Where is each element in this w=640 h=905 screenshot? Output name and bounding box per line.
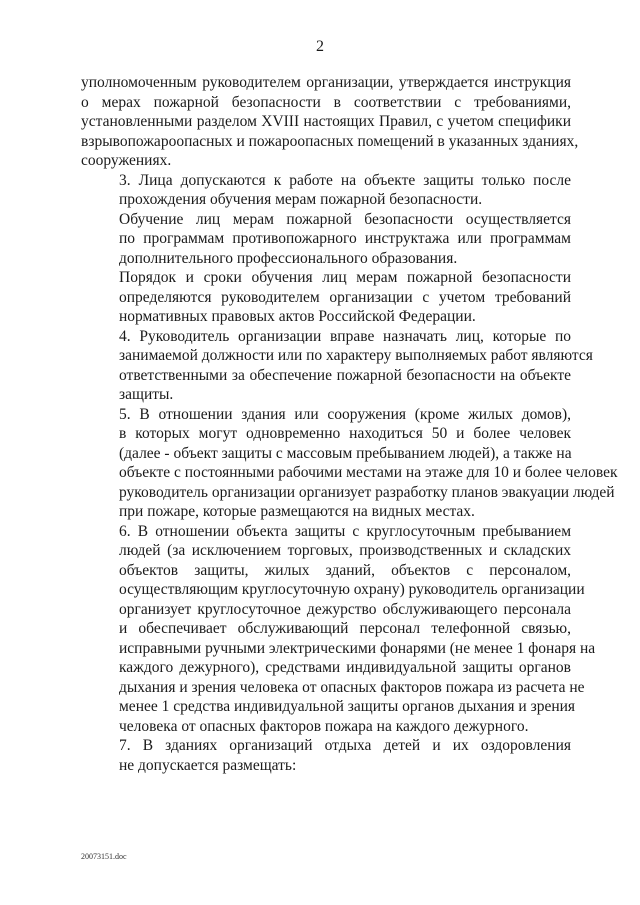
text-line: объекте с постоянными рабочими местами на этаже для 10 и более человек (119, 464, 618, 481)
text-line: организует круглосуточное дежурство обслуживающего персонала (119, 600, 571, 618)
text-line: в которых могут одновременно находиться 50 и более человек (119, 425, 571, 442)
text-line: взрывопожароопасных и пожароопасных помещений в указанных зданиях, (81, 132, 579, 150)
document-body (81, 73, 618, 775)
text-line: нормативных правовых актов Российской Федерации. (119, 308, 476, 325)
page-number: 2 (316, 38, 324, 55)
text-line: исправными ручными электрическими фонарями (не менее 1 фонаря на (119, 639, 596, 657)
text-line: защиты. (119, 386, 174, 403)
text-line: и обеспечивает обслуживающий персонал телефонной связью, (119, 620, 571, 637)
text-line: установленными разделом XVIII настоящих Правил, с учетом специфики (81, 113, 571, 130)
text-line: ответственными за обеспечение пожарной безопасности на объекте (119, 366, 571, 384)
paragraph (81, 210, 571, 269)
text-line: человека от опасных факторов пожара на каждого дежурного. (119, 717, 529, 735)
text-line: занимаемой должности или по характеру выполняемых работ являются (119, 347, 593, 364)
paragraph (81, 327, 593, 405)
text-line: сооружениях. (81, 152, 172, 169)
text-line: 4. Руководитель организации вправе назначать лиц, которые по (119, 327, 571, 345)
text-line: по программам противопожарного инструктажа или программам (119, 230, 571, 247)
paragraph (81, 171, 571, 210)
paragraph (81, 522, 596, 737)
text-line: при пожаре, которые размещаются на видных местах. (119, 503, 475, 520)
paragraph (81, 268, 571, 327)
text-line: дополнительного профессионального образования. (119, 249, 458, 267)
text-line: не допускается размещать: (119, 756, 297, 774)
text-line: людей (за исключением торговых, производственных и складских (119, 542, 571, 559)
text-line: каждого дежурного), средствами индивидуальной защиты органов (119, 659, 571, 676)
text-line: объектов защиты, жилых зданий, объектов с персоналом, (119, 561, 571, 579)
text-line: уполномоченным руководителем организации, утверждается инструкция (81, 74, 571, 91)
text-line: дыхания и зрения человека от опасных факторов пожара из расчета не (119, 678, 585, 696)
text-line: 3. Лица допускаются к работе на объекте защиты только после (119, 171, 571, 189)
footer-doc-code: 20073151.doc (81, 852, 127, 861)
text-line: Обучение лиц мерам пожарной безопасности осуществляется (119, 210, 571, 228)
text-line: руководитель организации организует разработку планов эвакуации людей (119, 483, 615, 501)
paragraph (81, 405, 618, 522)
text-line: (далее - объект защиты с массовым пребыванием людей), а также на (119, 444, 572, 462)
text-line: определяются руководителем организации с учетом требований (119, 288, 571, 306)
paragraph (81, 736, 571, 775)
text-line: прохождения обучения мерам пожарной безопасности. (119, 191, 483, 208)
text-line: 5. В отношении здания или сооружения (кроме жилых домов), (119, 405, 571, 423)
text-line: осуществляющим круглосуточную охрану) руководитель организации (119, 581, 585, 598)
text-line: о мерах пожарной безопасности в соответствии с требованиями, (81, 93, 571, 111)
text-line: 6. В отношении объекта защиты с круглосуточным пребыванием (119, 522, 571, 540)
text-line: 7. В зданиях организаций отдыха детей и их оздоровления (119, 737, 571, 754)
text-line: Порядок и сроки обучения лиц мерам пожарной безопасности (119, 269, 571, 286)
text-line: менее 1 средства индивидуальной защиты органов дыхания и зрения (119, 698, 576, 715)
paragraph (81, 73, 579, 171)
